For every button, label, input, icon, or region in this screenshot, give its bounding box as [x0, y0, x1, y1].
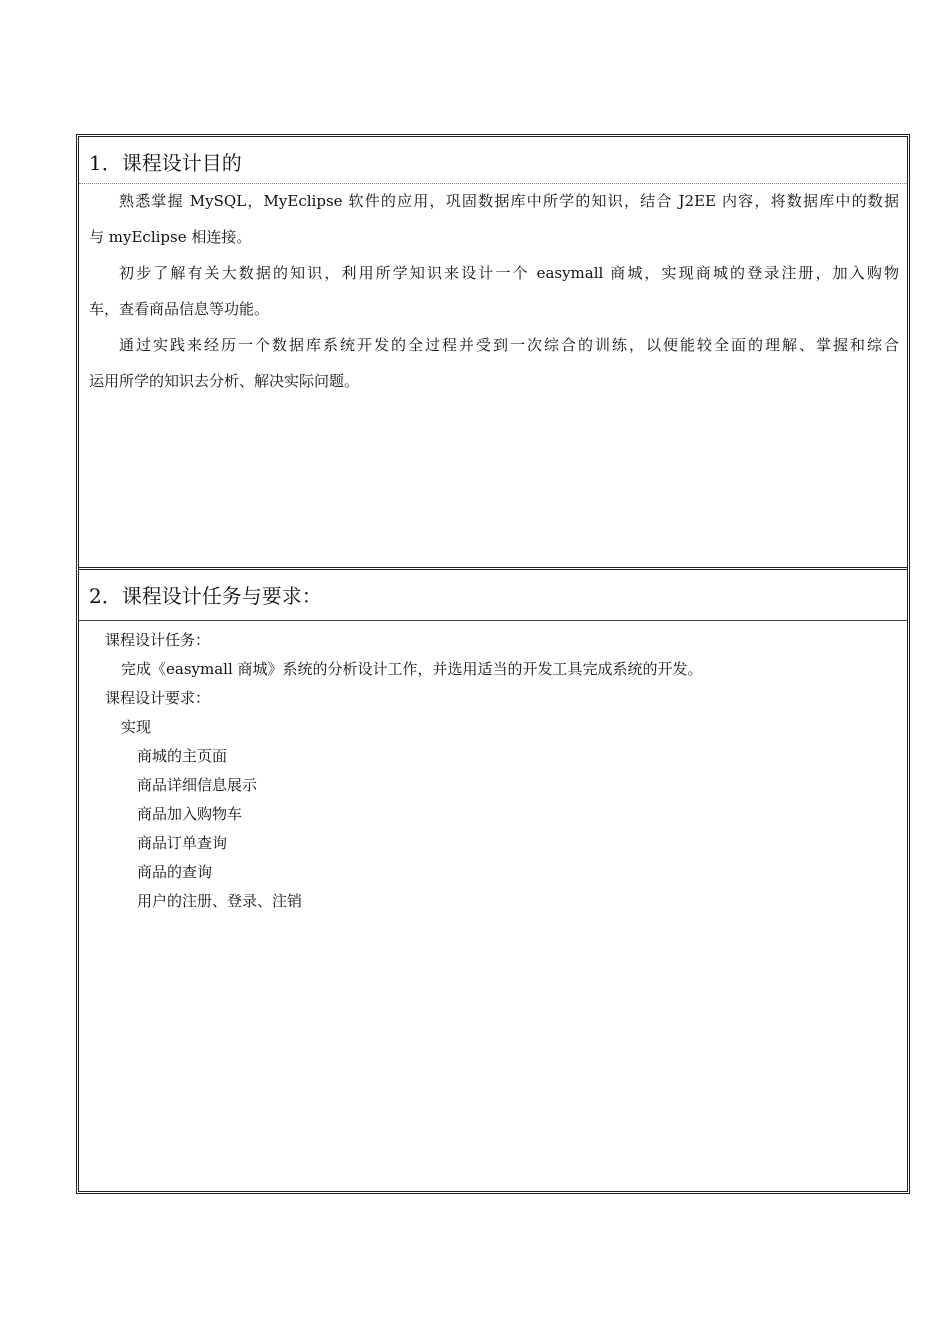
task-label: 课程设计任务： [105, 631, 211, 649]
heading-divider [79, 620, 907, 621]
section-tasks-requirements [79, 567, 907, 1191]
requirement-item: 商城的主页面 [137, 747, 228, 765]
requirement-item: 商品的查询 [137, 863, 213, 881]
requirement-label: 课程设计要求： [105, 689, 211, 707]
course-design-table [76, 134, 910, 1194]
requirement-item: 商品订单查询 [137, 834, 228, 852]
requirement-item: 用户的注册、登录、注销 [137, 892, 303, 910]
section-heading-tasks: 2．课程设计任务与要求： [89, 584, 322, 608]
purpose-body [89, 183, 899, 399]
paragraph-line: 车，查看商品信息等功能。 [89, 300, 270, 318]
section-course-purpose [79, 137, 907, 567]
tasks-list [105, 626, 703, 916]
task-text: 完成《easymall 商城》系统的分析设计工作，并选用适当的开发工具完成系统的开发。 [121, 660, 703, 678]
requirement-item: 商品详细信息展示 [137, 776, 258, 794]
purpose-paragraph [89, 327, 899, 399]
paragraph-line: 熟悉掌握 MySQL，MyEclipse 软件的应用，巩固数据库中所学的知识，结合 J2EE 内容，将数据库中的数据 [119, 192, 899, 210]
requirement-item: 商品加入购物车 [137, 805, 243, 823]
section-heading-purpose: 1．课程设计目的 [89, 151, 242, 175]
paragraph-line: 运用所学的知识去分析、解决实际问题。 [89, 372, 360, 390]
paragraph-line: 与 myEclipse 相连接。 [89, 228, 252, 246]
paragraph-line: 通过实践来经历一个数据库系统开发的全过程并受到一次综合的训练，以便能较全面的理解、掌握和综合 [119, 336, 899, 354]
implement-label: 实现 [121, 718, 152, 736]
purpose-paragraph [89, 255, 899, 327]
purpose-paragraph [89, 183, 899, 255]
paragraph-line: 初步了解有关大数据的知识，利用所学知识来设计一个 easymall 商城，实现商城的登录注册，加入购物 [119, 264, 899, 282]
